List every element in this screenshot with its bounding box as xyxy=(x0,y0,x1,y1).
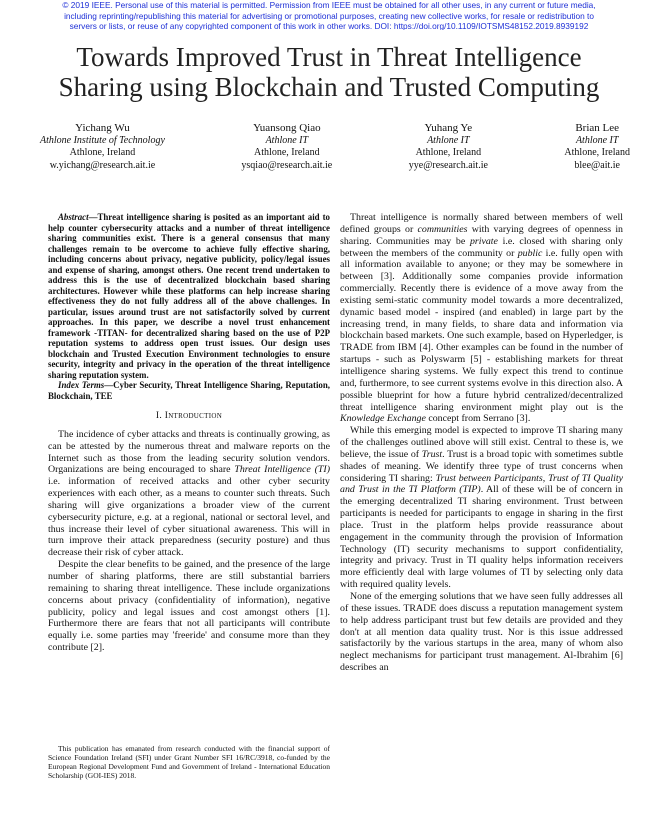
text-run: concept from Serrano [3]. xyxy=(425,413,531,425)
index-terms-text: —Cyber Security, Threat Intelligence Sharing, Reputation, Blockchain, TEE xyxy=(48,380,331,401)
author-block xyxy=(564,122,630,172)
text-run-italic: Trust xyxy=(421,448,443,460)
author-block xyxy=(40,122,165,172)
author-email: w.yichang@research.ait.ie xyxy=(49,159,156,171)
intro-paragraph-2: Despite the clear benefits to be gained, and the presence of the large number of sharing platforms, there are still substantial barriers remaining to sharing threat intelligence. These include organizations concerns about privacy (confidentiality of information), negative publicity, policy and legal issues and cost amongst others [1]. Furthermore there are fears that not all participants will contribute equally i.e. some parties may 'freeride' and consume more than they contribute [2]. xyxy=(48,559,330,654)
abstract xyxy=(48,212,330,380)
index-terms-label: Index Terms xyxy=(58,380,105,390)
text-run-italic: Threat Intelligence (TI) xyxy=(234,464,331,476)
author-affiliation: Athlone IT xyxy=(575,134,619,146)
text-run: i.e. fully open with all information available to anyone; or they may be somewhere in between [3]. Additionally some companies provide information commercially. Recently there is evidence of a move away from the existing semi-static community model towards a more decentralized, dynamic based model - inspired (and enabled) in large part by the increasing trend, in many fields, to share data and information via blockchain based markets. One such example, based on Hyperledger, is TRADE from IBM [4]. Other examples can be found in the number of startups - such as Polyswarm [5] - establishing markets for threat intelligence sharing systems. We fully expect this trend to continue and, furthermore, to see current systems evolve in this direction also. A possible blueprint for how a future hybrid centralized/decentralized threat intelligence sharing environment might play out is the xyxy=(340,247,623,413)
text-run-italic: private xyxy=(469,235,498,247)
index-terms xyxy=(48,380,330,401)
author-email: ysqiao@research.ait.ie xyxy=(241,159,333,171)
right-paragraph-1 xyxy=(340,212,623,425)
author-location: Athlone, Ireland xyxy=(564,147,630,159)
author-name: Yuansong Qiao xyxy=(253,122,321,134)
author-location: Athlone, Ireland xyxy=(69,147,136,159)
funding-footnote xyxy=(48,744,330,780)
author-affiliation: Athlone Institute of Technology xyxy=(40,134,165,146)
author-name: Yuhang Ye xyxy=(424,122,473,134)
author-affiliation: Athlone IT xyxy=(427,134,470,146)
left-column xyxy=(48,212,330,654)
footnote-text: This publication has emanated from research conducted with the financial support of Science Foundation Ireland (SFI) under Grant Number SFI 16/RC/3918, co-funded by the European Regional Development Fund and Government of Ireland - International Education Scholarship (GOI-IES) 2018. xyxy=(48,744,330,780)
text-run-italic: Knowledge Exchange xyxy=(340,413,426,425)
text-run: . All of these will be of concern in the emerging decentralized TI sharing environment. Trust between participants is needed for participants to engage in sharing in the first place. Trust in the platform helps provide reassurance about engagement in the community through the provision of Information Technology (IT) security mechanisms to support confidentiality, integrity and privacy. Trust in TI quality helps information receivers more efficiently deal with large volumes of TI by selecting only data with required quality levels. xyxy=(340,484,623,591)
banner-line-3: servers or lists, or reuse of any copyrighted component of this work in other works. DOI: https://doi.org/10.1109/IOTSMS48152.2019.8939192 xyxy=(69,21,589,30)
author-email: blee@ait.ie xyxy=(574,159,620,171)
right-column xyxy=(340,212,623,674)
author-list xyxy=(40,122,630,172)
author-location: Athlone, Ireland xyxy=(254,147,320,159)
right-paragraph-3: None of the emerging solutions that we have seen fully addresses all of these issues. TRADE does discuss a reputation management system to help address participant trust but few details are provided and they don't at all mention data quality trust. Nor is this issue addressed satisfactorily by the various startups in the area, many of whom also neglect mechanisms for participant trust management. Al-Ibrahim [6] describes an xyxy=(340,591,623,674)
paper-title xyxy=(0,42,658,102)
text-run: with varying degrees of openness in sharing. Communities may be xyxy=(340,223,623,247)
abstract-text: —Threat intelligence sharing is posited as an important aid to help counter cybersecurity attacks and a number of threat intelligence sharing communities exist. There is a general consensus that many challenges remain to be overcome to achieve fully effective sharing, including concerns about privacy, negative publicity, policy/legal issues and expense of sharing, amongst others. One recent trend undertaken to address this is the use of decentralized blockchain based sharing architectures. However while these platforms can help increase sharing effectiveness they do not fully address all of the above challenges. In particular, issues around trust are not satisfactorily solved by current approaches. In this paper, we describe a novel trust enhancement framework -TITAN- for decentralized sharing based on the use of P2P reputation systems to address open trust issues. Our design uses blockchain and Trusted Execution Environment technologies to ensure security, integrity and privacy in the operation of the threat intelligence sharing reputation system. xyxy=(48,212,330,380)
text-run: Threat intelligence is normally shared between members of well defined groups or xyxy=(340,212,623,235)
author-name: Yichang Wu xyxy=(75,122,130,134)
title-line-2: Sharing using Blockchain and Trusted Computing xyxy=(58,72,600,102)
author-block xyxy=(409,122,488,172)
abstract-label: Abstract xyxy=(58,212,89,222)
banner-line-2: including reprinting/republishing this material for advertising or promotional purposes, creating new collective works, for resale or redistribution to xyxy=(64,10,594,21)
title-line-1: Towards Improved Trust in Threat Intelligence xyxy=(76,42,582,72)
text-run: . Trust is a broad topic with sometimes subtle shades of meaning. We identify three type of trust concerns when considering TI sharing: xyxy=(340,448,623,484)
copyright-banner xyxy=(0,0,658,30)
section-heading: I. Introduction xyxy=(155,411,223,421)
author-affiliation: Athlone IT xyxy=(265,134,309,146)
text-run: i.e. information of received attacks and other cyber security experiences with each other, as a means to counter such threats. Such sharing will give organizations a broader view of the current cybersecurity picture, e.g. at a regional, national or sectoral level, and thus increase their level of cyber situational awareness. This will in turn improve their attack preparedness (security posture) and thus decrease their risk of cyber attack. xyxy=(48,476,330,559)
author-block xyxy=(241,122,332,172)
author-name: Brian Lee xyxy=(575,122,620,134)
author-location: Athlone, Ireland xyxy=(415,147,482,159)
text-run-italic: Trust between Participants, Trust of TI Quality and Trust in the TI Platform (TIP) xyxy=(340,472,624,496)
text-run-italic: public xyxy=(517,247,543,259)
banner-line-1: © 2019 IEEE. Personal use of this material is permitted. Permission from IEEE must be obtained for all other uses, in any current or future media, xyxy=(62,0,596,10)
text-run: The incidence of cyber attacks and threats is continually growing, as can be attested by the numerous threat and malware reports on the Internet such as those from the leading security solution vendors. Organizations are being encouraged to share xyxy=(48,428,330,476)
text-run-italic: communities xyxy=(417,223,468,235)
text-run: i.e. closed with sharing only between the members of the community or xyxy=(340,235,623,259)
author-email: yye@research.ait.ie xyxy=(408,159,488,171)
text-run: While this emerging model is expected to improve TI sharing many of the challenges outlined above will still exist. Central to these is, we believe, the issue of xyxy=(340,425,623,460)
intro-paragraph-1 xyxy=(48,429,330,559)
right-paragraph-2 xyxy=(340,425,623,591)
